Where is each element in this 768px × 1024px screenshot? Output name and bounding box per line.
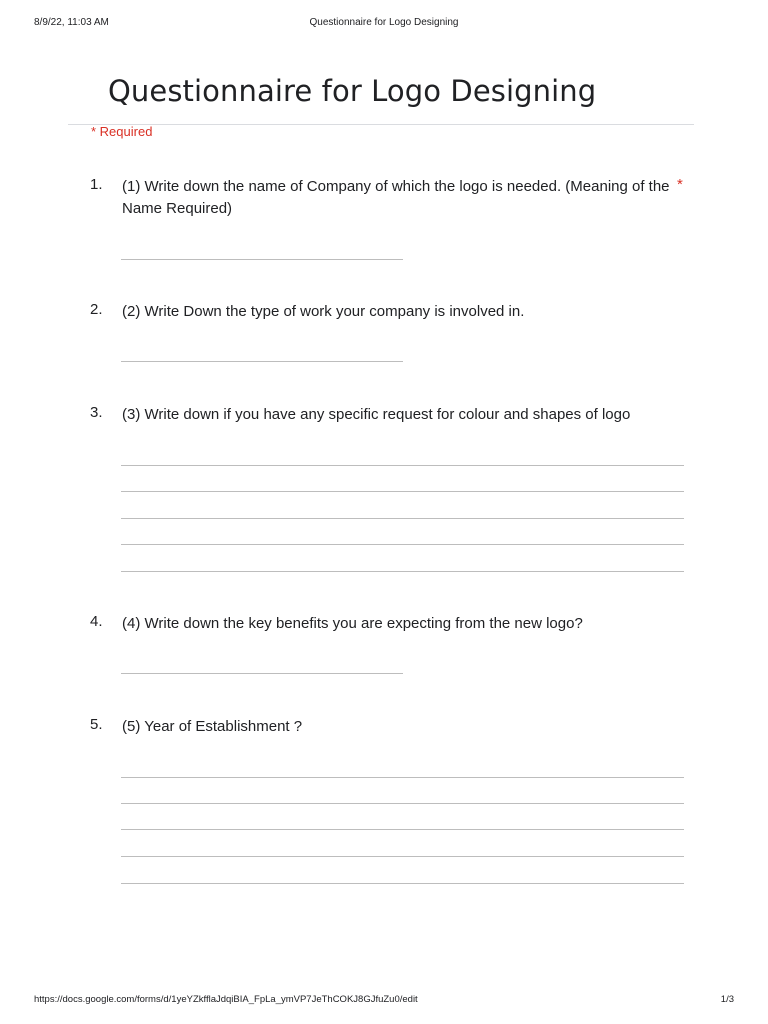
- answer-paragraph-line[interactable]: [121, 544, 684, 545]
- required-note: * Required: [91, 124, 153, 139]
- print-footer: [34, 994, 734, 1008]
- answer-input-line[interactable]: [121, 673, 403, 674]
- question-number: 4.: [90, 613, 103, 630]
- page-number: 1/3: [720, 994, 734, 1005]
- required-marker: *: [677, 176, 683, 193]
- print-document-title: Questionnaire for Logo Designing: [309, 17, 459, 28]
- question-text: (3) Write down if you have any specific request for colour and shapes of logo: [122, 406, 631, 423]
- question-text: (2) Write Down the type of work your company is involved in.: [122, 303, 525, 320]
- question-number: 5.: [90, 716, 103, 733]
- answer-paragraph-line[interactable]: [121, 518, 684, 519]
- answer-paragraph-line[interactable]: [121, 883, 684, 884]
- question-number: 2.: [90, 301, 103, 318]
- answer-paragraph-line[interactable]: [121, 803, 684, 804]
- question-text: (4) Write down the key benefits you are expecting from the new logo?: [122, 615, 583, 632]
- question-number: 3.: [90, 404, 103, 421]
- answer-paragraph-line[interactable]: [121, 491, 684, 492]
- answer-paragraph-line[interactable]: [121, 777, 684, 778]
- question-number: 1.: [90, 176, 103, 193]
- answer-paragraph-line[interactable]: [121, 856, 684, 857]
- answer-input-line[interactable]: [121, 361, 403, 362]
- title-divider: [68, 124, 694, 125]
- print-header: [34, 17, 734, 31]
- answer-paragraph-line[interactable]: [121, 829, 684, 830]
- question-text: (1) Write down the name of Company of which the logo is needed. (Meaning of the Name Required): [122, 178, 670, 217]
- form-title: Questionnaire for Logo Designing: [108, 74, 597, 108]
- answer-paragraph-line[interactable]: [121, 465, 684, 466]
- answer-input-line[interactable]: [121, 259, 403, 260]
- question-text: (5) Year of Establishment ?: [122, 718, 303, 735]
- print-url: https://docs.google.com/forms/d/1yeYZkfflaJdqiBIA_FpLa_ymVP7JeThCOKJ8GJfuZu0/edit: [34, 994, 418, 1005]
- answer-paragraph-line[interactable]: [121, 571, 684, 572]
- print-date-time: 8/9/22, 11:03 AM: [34, 17, 109, 28]
